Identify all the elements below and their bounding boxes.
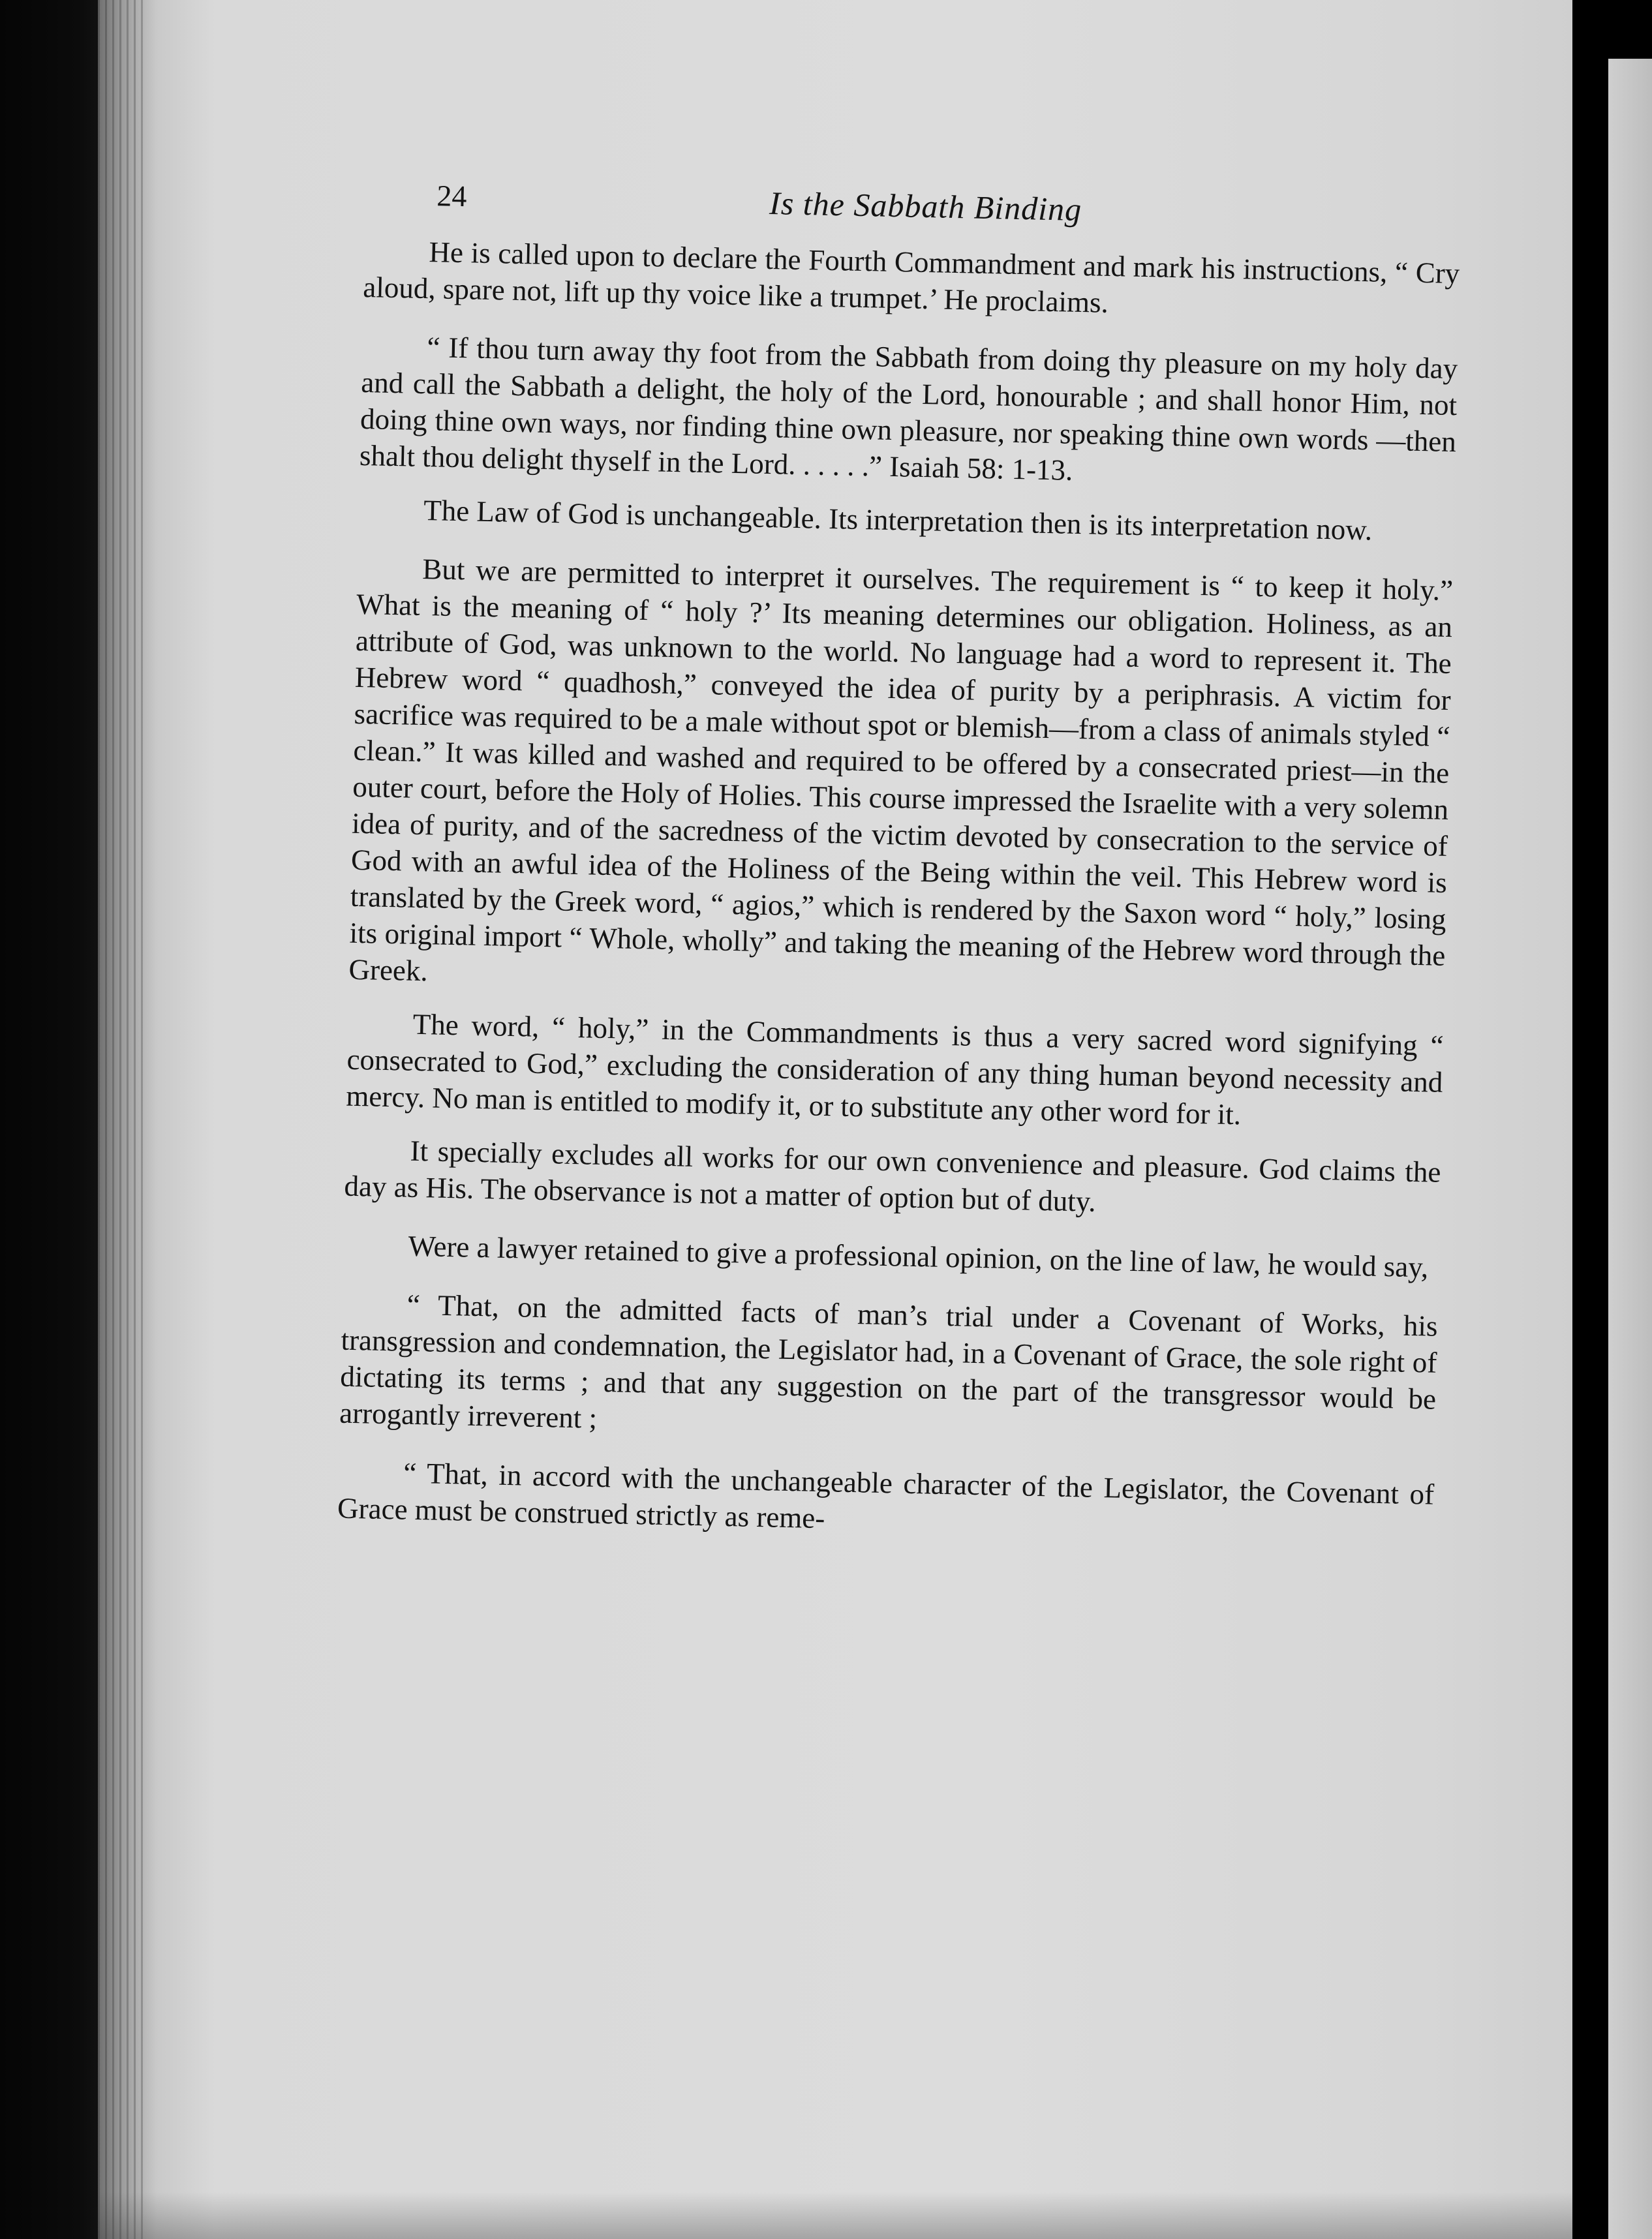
paragraph: He is called upon to declare the Fourth Commandment and mark his instructions, “ Cry aloud, spare not, lift up thy voice like a trumpet.’ He proclaims. bbox=[362, 236, 1460, 319]
paragraph: “ If thou turn away thy foot from the Sabbath from doing thy pleasure on my holy day and call the Sabbath a delight, the holy of the Lord, honourable ; and shall honor Him, not doing thine own ways, nor finding thine own pleasure, nor speaking thine own words —then shalt thou delight thyself in the Lord. . . . . .” Isaiah 58: 1-13. bbox=[359, 331, 1458, 487]
running-head: Is the Sabbath Binding bbox=[769, 184, 1082, 228]
gutter bbox=[1572, 0, 1608, 2239]
paragraph: It specially excludes all works for our own convenience and pleasure. God claims the day as His. The observance is not a matter of option but of duty. bbox=[344, 1134, 1441, 1218]
paragraph: Were a lawyer retained to give a professional opinion, on the line of law, he would say, bbox=[408, 1229, 1429, 1284]
paragraph: But we are permitted to interpret it ourselves. The requirement is “ to keep it holy.” What is the meaning of “ holy ?’ Its meaning determines our obligation. Holiness, as an attribute of God, was unknown to the world. No language had a word to represent it. The Hebrew word “ quadhosh,” conveyed the idea of purity by a periphrasis. A victim for sacrifice was required to be a male without spot or blemish—from a class of animals styled “ clean.” It was killed and washed and required to be offered by a consecrated priest—in the outer court, before the Holy of Holies. This course impressed the Israelite with a very solemn idea of purity, and of the sacredness of the victim devoted by consecration to the service of God with an awful idea of the Holiness of the Being within the veil. This Hebrew word is translated by the Greek word, “ agios,” which is rendered by the Saxon word “ holy,” losing its original import “ Whole, wholly” and taking the meaning of the Hebrew word through the Greek. bbox=[348, 552, 1454, 988]
adjacent-page-edge bbox=[1608, 59, 1652, 2239]
page-edges bbox=[98, 0, 144, 2239]
page-text bbox=[337, 176, 1461, 1566]
page-bottom-shadow bbox=[98, 2192, 1572, 2239]
page-number: 24 bbox=[436, 179, 467, 213]
paragraph: The Law of God is unchangeable. Its interpretation then is its interpretation now. bbox=[423, 493, 1373, 547]
paragraph: “ That, in accord with the unchangeable character of the Legislator, the Covenant of Grace must be construed strictly as reme- bbox=[337, 1456, 1435, 1535]
paragraph: “ That, on the admitted facts of man’s trial under a Covenant of Works, his transgression and condemnation, the Legislator had, in a Covenant of Grace, the sole right of dictating its terms ; and that any suggestion on the part of the transgressor would be arrogantly irreverent ; bbox=[339, 1288, 1438, 1435]
paragraph: The word, “ holy,” in the Commandments is thus a very sacred word signifying “ consecrated to God,” excluding the consideration of any thing human beyond necessity and mercy. No man is entitled to modify it, or to substitute any other word for it. bbox=[345, 1007, 1444, 1131]
